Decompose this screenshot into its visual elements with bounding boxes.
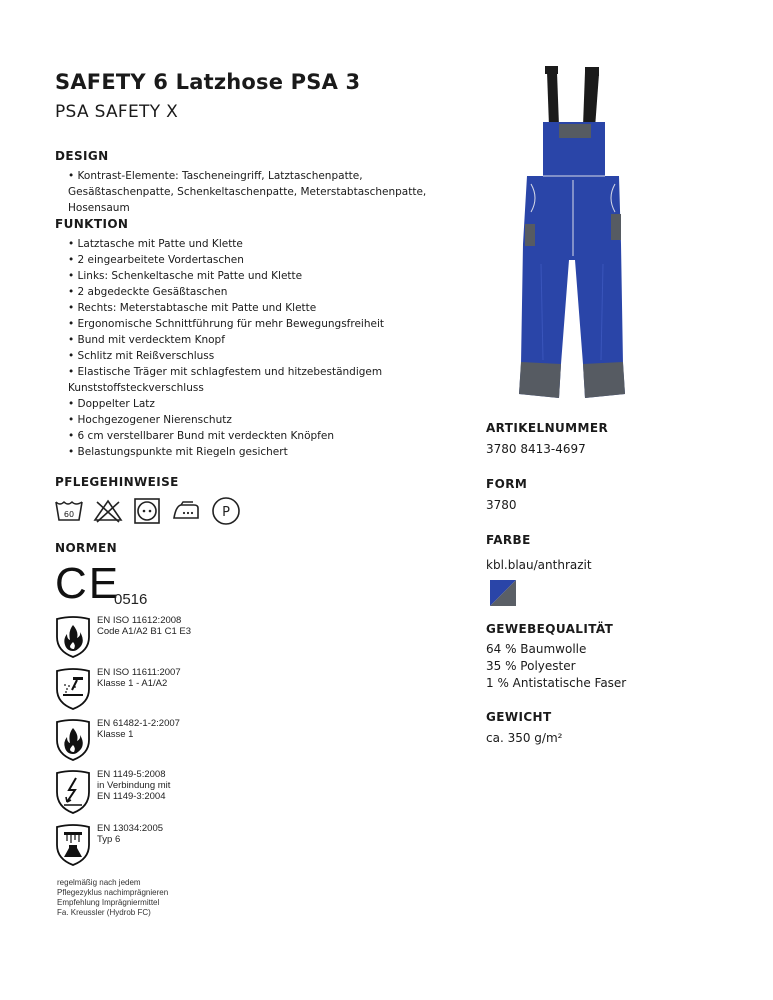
pflege-heading: PFLEGEHINWEISE: [55, 475, 179, 489]
list-item: • Links: Schenkeltasche mit Patte und Klette: [68, 270, 303, 282]
list-item: • Hochgezogener Nierenschutz: [68, 414, 232, 426]
product-subtitle: PSA SAFETY X: [55, 102, 179, 122]
care-symbols: [55, 496, 241, 526]
list-item: • Doppelter Latz: [68, 398, 155, 410]
product-title: SAFETY 6 Latzhose PSA 3: [55, 70, 361, 94]
norm-item-4: [55, 769, 170, 815]
farbe-heading: FARBE: [486, 533, 531, 547]
list-item: • Belastungspunkte mit Riegeln gesichert: [68, 446, 288, 458]
list-item: • Rechts: Meterstabtasche mit Patte und Klette: [68, 302, 317, 314]
norm-item-1: [55, 615, 191, 659]
list-item: • 2 abgedeckte Gesäßtaschen: [68, 286, 228, 298]
gewicht-value: ca. 350 g/m²: [486, 731, 563, 745]
gewebe-line: 64 % Baumwolle: [486, 642, 587, 656]
gewebe-line: 1 % Antistatische Faser: [486, 676, 627, 690]
wash-60-icon: [55, 498, 83, 524]
norm-text: EN ISO 11612:2008 Code A1/A2 B1 C1 E3: [97, 615, 192, 637]
bib-overall-product-image: [487, 64, 657, 416]
list-item: • 6 cm verstellbarer Bund mit verdeckten Knöpfen: [68, 430, 334, 442]
design-text: • Kontrast-Elemente: Tascheneingriff, Latztaschenpatte, Gesäßtaschenpatte, Schenkeltaschenpatte, Meterstabtaschenpatte, Hosensaum: [68, 170, 427, 214]
welding-shield-icon: [55, 667, 91, 711]
ce-number: 0516: [114, 591, 148, 608]
norm-item-3: [55, 718, 180, 762]
funktion-heading: FUNKTION: [55, 217, 129, 231]
artikelnummer-value: 3780 8413-4697: [486, 442, 586, 456]
list-item: • Latztasche mit Patte und Klette: [68, 238, 243, 250]
iron-icon: [171, 498, 201, 524]
list-item: • 2 eingearbeitete Vordertaschen: [68, 254, 244, 266]
list-item: Kunststoffsteckverschluss: [68, 382, 204, 394]
list-item: • Bund mit verdecktem Knopf: [68, 334, 225, 346]
norm-text: EN 13034:2005 Typ 6: [97, 823, 164, 845]
form-value: 3780: [486, 498, 517, 512]
normen-heading: NORMEN: [55, 541, 118, 555]
norm-text: EN 61482-1-2:2007 Klasse 1: [97, 718, 180, 740]
gewebe-heading: GEWEBEQUALITÄT: [486, 622, 614, 636]
impregnation-note: regelmäßig nach jedem Pflegezyklus nachimprägnieren Empfehlung Imprägniermittel Fa. Kreussler (Hydrob FC): [57, 878, 169, 917]
electric-shield-icon: [55, 769, 91, 815]
tumble-dry-icon: [133, 497, 161, 525]
norm-text: EN 1149-5:2008 in Verbindung mit EN 1149-3:2004: [97, 769, 171, 802]
chemical-shield-icon: [55, 823, 91, 867]
ce-mark: [55, 559, 215, 612]
norm-text: EN ISO 11611:2007 Klasse 1 - A1/A2: [97, 667, 181, 689]
dry-clean-p-icon: [211, 496, 241, 526]
list-item: • Ergonomische Schnittführung für mehr Bewegungsfreiheit: [68, 318, 384, 330]
flame-shield-icon: [55, 615, 91, 659]
no-bleach-icon: [93, 498, 123, 524]
funktion-list: [68, 236, 468, 460]
list-item: • Elastische Träger mit schlagfestem und hitzebeständigem: [68, 366, 383, 378]
color-swatch: [490, 580, 516, 606]
norm-item-2: [55, 667, 181, 711]
farbe-value: kbl.blau/anthrazit: [486, 558, 592, 572]
artikelnummer-heading: ARTIKELNUMMER: [486, 421, 609, 435]
wash-temp-label: 60: [63, 510, 75, 519]
flame-shield-icon: [55, 718, 91, 762]
gewebe-line: 35 % Polyester: [486, 659, 576, 673]
gewicht-heading: GEWICHT: [486, 710, 552, 724]
ce-mark-label: CE: [55, 559, 121, 608]
form-heading: FORM: [486, 477, 528, 491]
design-heading: DESIGN: [55, 149, 109, 163]
list-item: • Schlitz mit Reißverschluss: [68, 350, 215, 362]
dry-clean-letter: P: [222, 505, 230, 520]
norm-item-5: [55, 823, 163, 867]
